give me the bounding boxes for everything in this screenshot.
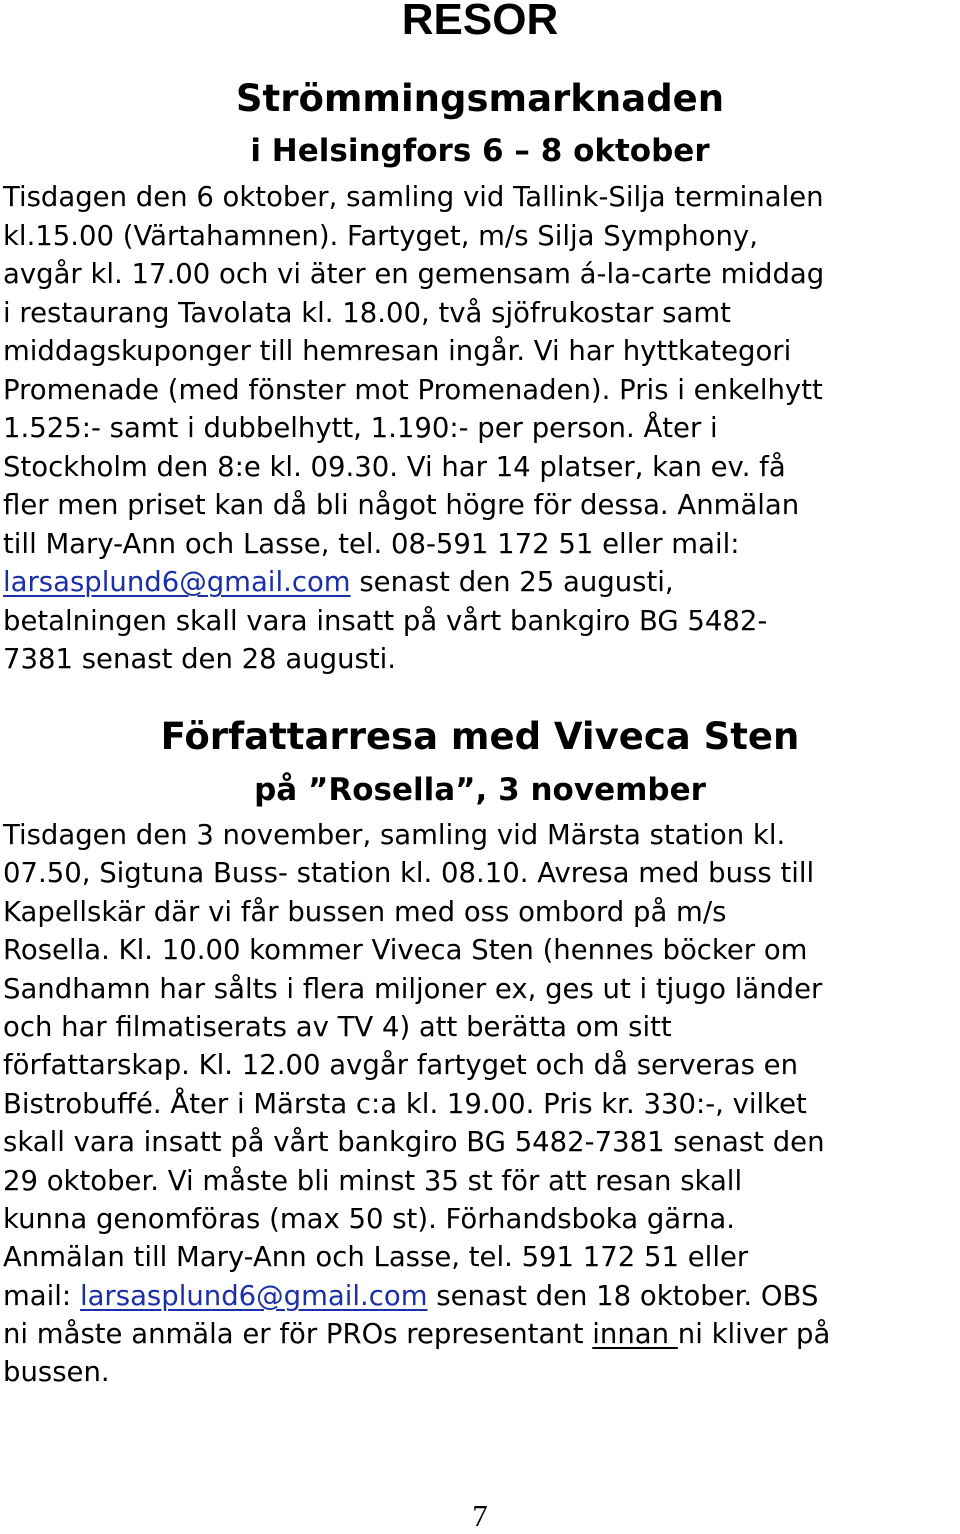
- trip2-email-after: senast den 18 oktober. OBS: [427, 1279, 819, 1312]
- trip2-line: Bistrobuffé. Åter i Märsta c:a kl. 19.00. Pris kr. 330:-, vilket: [3, 1087, 807, 1120]
- trip2-line: författarskap. Kl. 12.00 avgår fartyget och då serveras en: [3, 1049, 799, 1082]
- trip2-obs-after: ni kliver på: [677, 1318, 831, 1351]
- page-title: RESOR: [401, 0, 559, 44]
- trip1-line: 7381 senast den 28 augusti.: [3, 643, 397, 675]
- trip2-mail-prefix: mail:: [3, 1279, 80, 1312]
- trip1-email-line: [3, 563, 960, 602]
- trip1-email-link[interactable]: larsasplund6@gmail.com: [3, 566, 351, 598]
- trip2-line: 07.50, Sigtuna Buss- station kl. 08.10. Avresa med buss till: [3, 857, 815, 890]
- trip1-email-after: senast den 25 augusti,: [350, 566, 674, 598]
- trip1-line: middagskuponger till hemresan ingår. Vi har hyttkategori: [3, 335, 792, 367]
- trip2-obs-before: ni måste anmäla er för PROs representant: [3, 1318, 593, 1351]
- trip2-line: Kapellskär där vi får bussen med oss ombord på m/s: [3, 895, 727, 928]
- trip2-subheading: på ”Rosella”, 3 november: [254, 772, 706, 808]
- trip2-obs-underlined: innan: [592, 1318, 678, 1351]
- trip2-line: skall vara insatt på vårt bankgiro BG 5482-7381 senast den: [3, 1126, 825, 1159]
- trip1-line: avgår kl. 17.00 och vi äter en gemensam á-la-carte middag: [3, 258, 825, 290]
- trip2-obs-line: [3, 1315, 960, 1353]
- trip2-email-link[interactable]: larsasplund6@gmail.com: [79, 1279, 428, 1312]
- trip1-subheading: i Helsingfors 6 – 8 oktober: [250, 133, 710, 169]
- trip1-line: i restaurang Tavolata kl. 18.00, två sjöfrukostar samt: [3, 296, 731, 329]
- trip1-line: till Mary-Ann och Lasse, tel. 08-591 172 51 eller mail:: [3, 527, 740, 560]
- trip2-line: Sandhamn har sålts i flera miljoner ex, ges ut i tjugo länder: [3, 972, 823, 1005]
- trip2-line: bussen.: [3, 1356, 110, 1389]
- page-number: 7: [472, 1498, 488, 1533]
- trip2-line: Anmälan till Mary-Ann och Lasse, tel. 591 172 51 eller: [3, 1241, 749, 1274]
- trip1-description: [3, 178, 960, 679]
- trip2-email-line: [3, 1277, 960, 1315]
- trip2-line: Rosella. Kl. 10.00 kommer Viveca Sten (hennes böcker om: [3, 934, 808, 967]
- trip1-heading: Strömmingsmarknaden: [235, 77, 725, 120]
- trip1-line: fler men priset kan då bli något högre för dessa. Anmälan: [3, 489, 800, 521]
- trip2-heading: Författarresa med Viveca Sten: [160, 715, 800, 758]
- trip2-line: och har filmatiserats av TV 4) att berätta om sitt: [3, 1010, 672, 1043]
- trip1-line: betalningen skall vara insatt på vårt bankgiro BG 5482-: [3, 604, 768, 637]
- trip2-line: 29 oktober. Vi måste bli minst 35 st för att resan skall: [3, 1164, 743, 1197]
- trip1-line: Promenade (med fönster mot Promenaden). Pris i enkelhytt: [3, 373, 823, 406]
- trip2-line: Tisdagen den 3 november, samling vid Märsta station kl.: [3, 819, 786, 851]
- trip2-description: [3, 816, 960, 1392]
- trip1-line: Stockholm den 8:e kl. 09.30. Vi har 14 platser, kan ev. få: [3, 450, 786, 483]
- trip2-line: kunna genomföras (max 50 st). Förhandsboka gärna.: [3, 1202, 735, 1235]
- trip1-line: 1.525:- samt i dubbelhytt, 1.190:- per person. Åter i: [3, 412, 718, 444]
- trip1-line: kl.15.00 (Värtahamnen). Fartyget, m/s Silja Symphony,: [3, 219, 758, 252]
- trip1-line: Tisdagen den 6 oktober, samling vid Tallink-Silja terminalen: [3, 181, 824, 213]
